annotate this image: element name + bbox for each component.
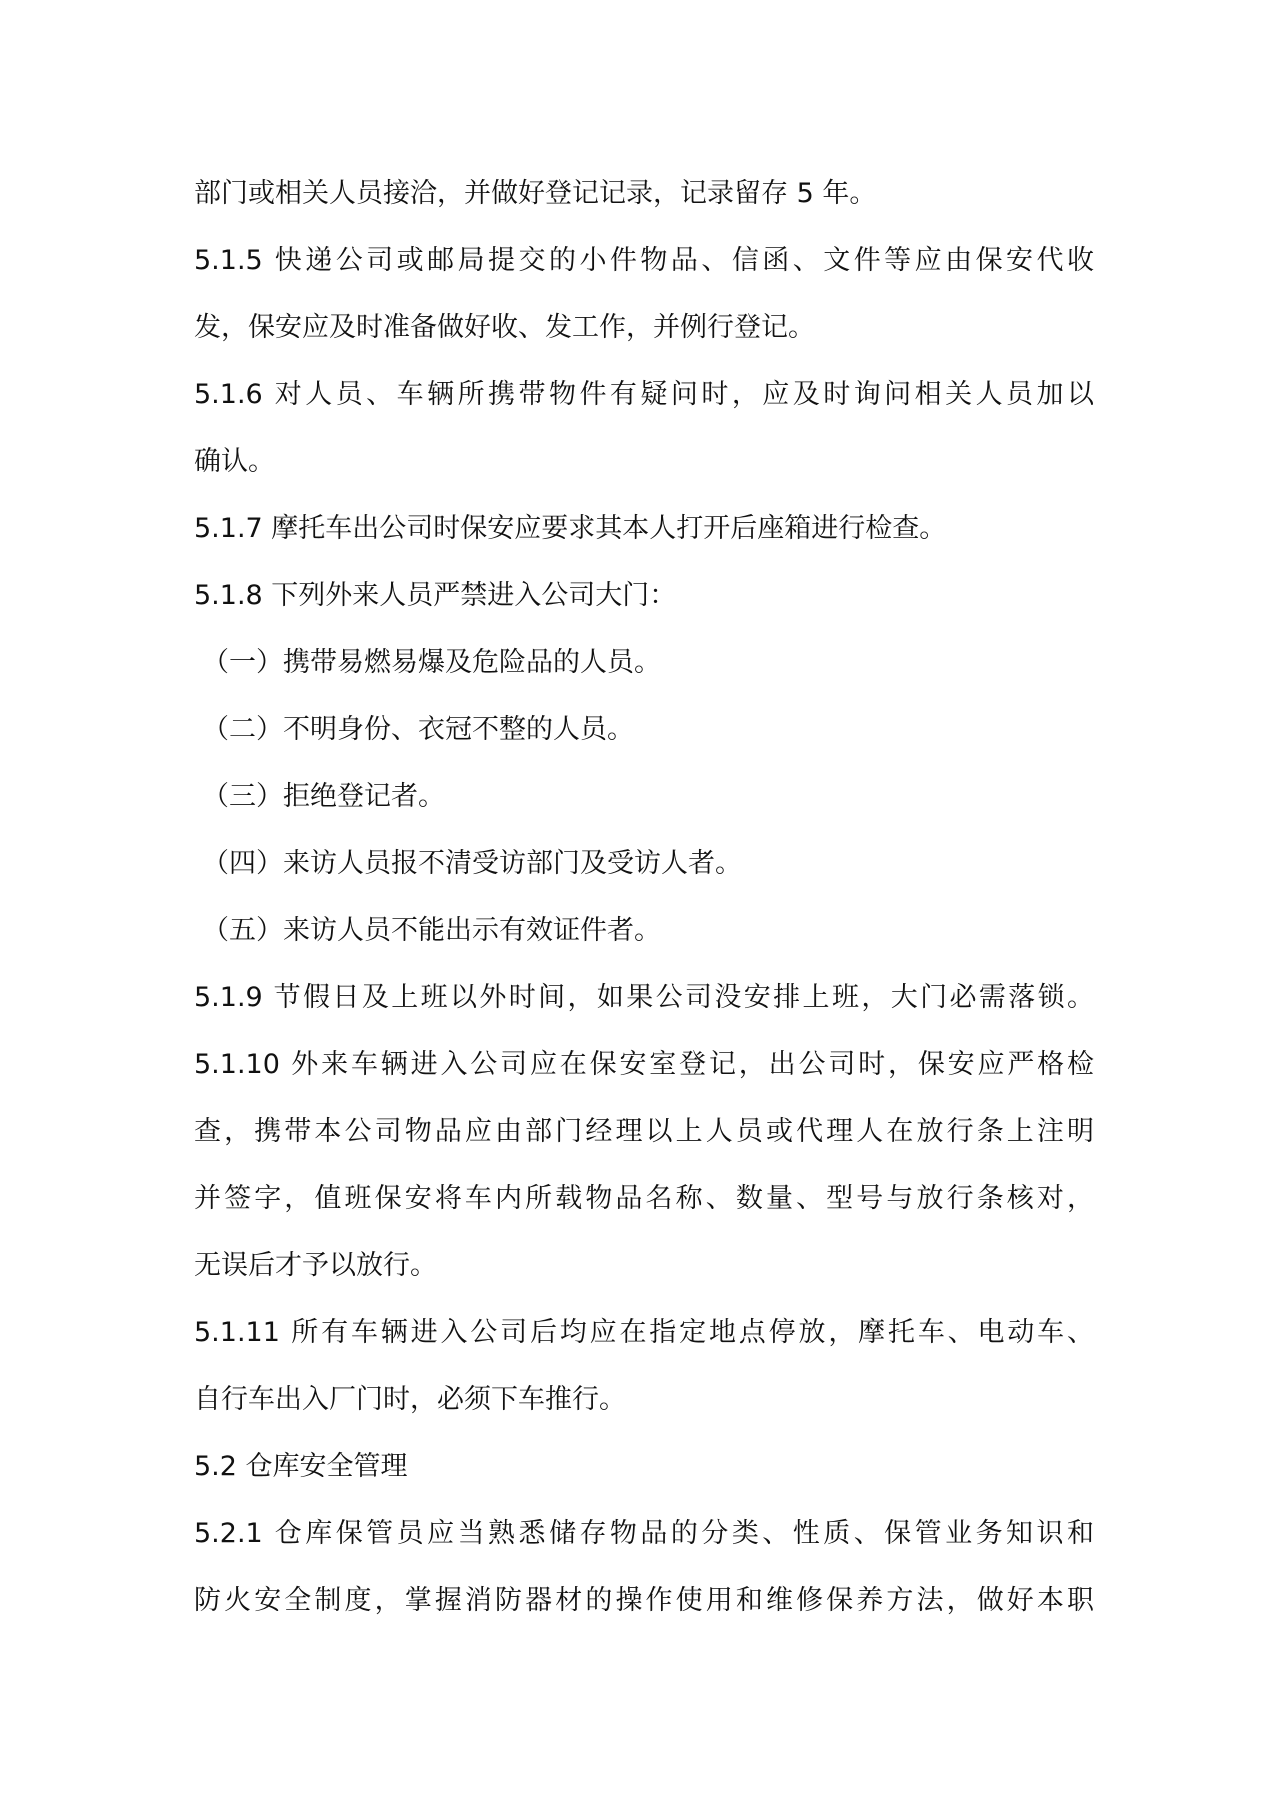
text-line: 自行车出入厂门时，必须下车推行。 — [194, 1384, 626, 1415]
text-line: 并签字，值班保安将车内所载物品名称、数量、型号与放行条核对， — [194, 1183, 1094, 1214]
text-line: 5.1.6 对人员、车辆所携带物件有疑问时，应及时询问相关人员加以 — [194, 379, 1094, 410]
text-line: 5.2.1 仓库保管员应当熟悉储存物品的分类、性质、保管业务知识和 — [194, 1518, 1094, 1549]
text-line: 发，保安应及时准备做好收、发工作，并例行登记。 — [194, 312, 815, 343]
text-line: 5.1.8 下列外来人员严禁进入公司大门： — [194, 580, 677, 611]
list-item: （三）拒绝登记者。 — [202, 781, 445, 812]
text-line: 防火安全制度，掌握消防器材的操作使用和维修保养方法，做好本职 — [194, 1585, 1094, 1616]
text-line: 部门或相关人员接洽，并做好登记记录，记录留存 5 年。 — [194, 178, 877, 209]
list-item: （一）携带易燃易爆及危险品的人员。 — [202, 647, 661, 678]
text-line: 5.1.9 节假日及上班以外时间，如果公司没安排上班，大门必需落锁。 — [194, 982, 1094, 1013]
list-item: （五）来访人员不能出示有效证件者。 — [202, 915, 661, 946]
document-body — [194, 160, 1094, 1634]
text-line: 无误后才予以放行。 — [194, 1250, 437, 1281]
list-item: （四）来访人员报不清受访部门及受访人者。 — [202, 848, 742, 879]
list-item: （二）不明身份、衣冠不整的人员。 — [202, 714, 634, 745]
text-line: 5.1.10 外来车辆进入公司应在保安室登记，出公司时，保安应严格检 — [194, 1049, 1094, 1080]
text-line: 5.1.7 摩托车出公司时保安应要求其本人打开后座箱进行检查。 — [194, 513, 947, 544]
text-line: 5.1.5 快递公司或邮局提交的小件物品、信函、文件等应由保安代收 — [194, 245, 1094, 276]
section-heading: 5.2 仓库安全管理 — [194, 1451, 408, 1482]
text-line: 查，携带本公司物品应由部门经理以上人员或代理人在放行条上注明 — [194, 1116, 1094, 1147]
text-line: 5.1.11 所有车辆进入公司后均应在指定地点停放，摩托车、电动车、 — [194, 1317, 1094, 1348]
text-line: 确认。 — [194, 446, 275, 477]
